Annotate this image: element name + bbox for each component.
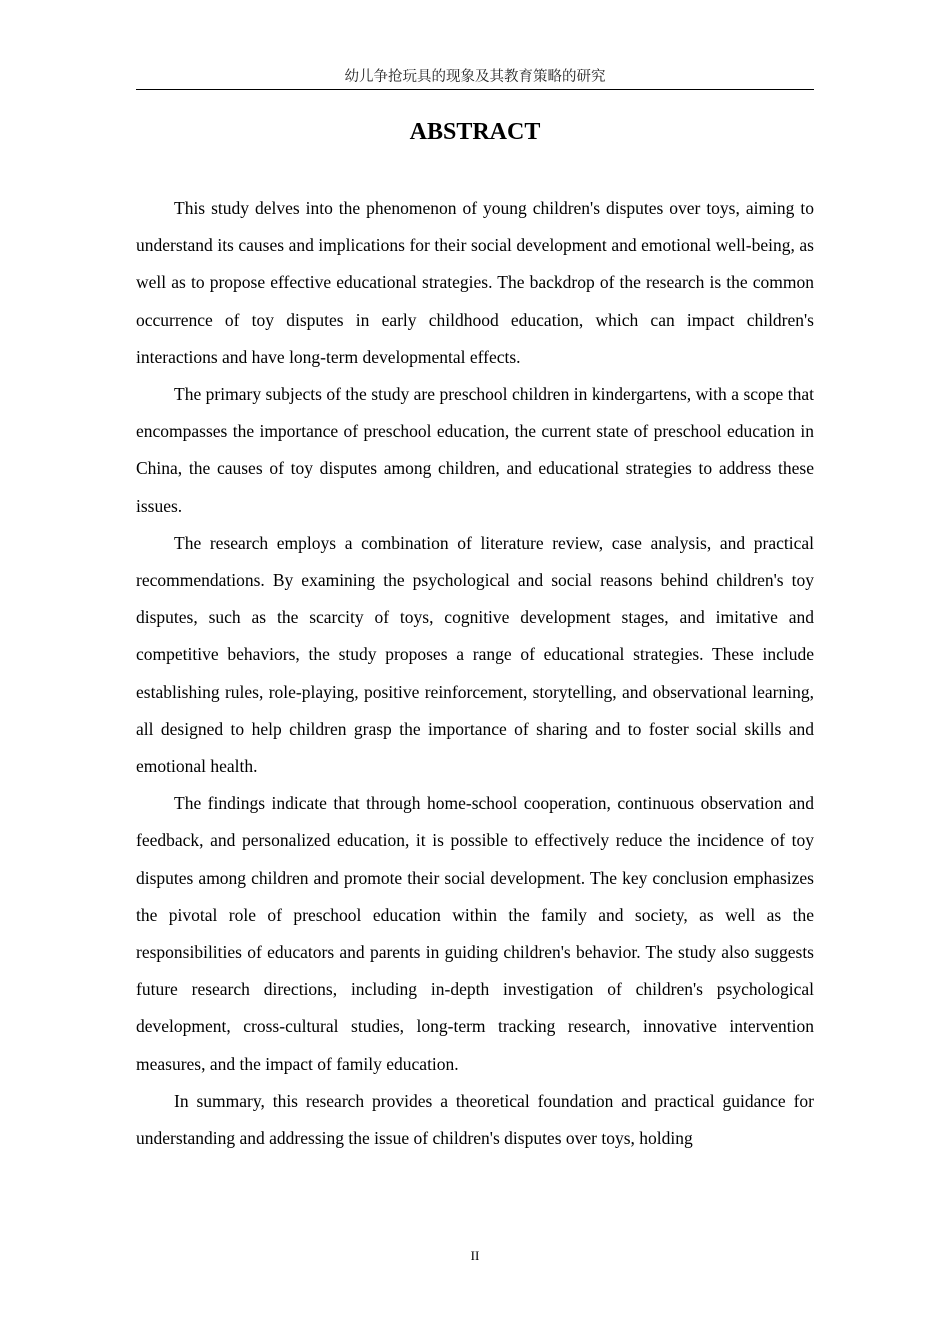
abstract-paragraph-4: The findings indicate that through home-school cooperation, continuous observation and feedback, and personalized education, it is possible to effectively reduce the incidence of toy disputes among children and promote their social development. The key conclusion emphasizes the pivotal role of preschool education within the family and society, as well as the responsibilities of educators and parents in guiding children's behavior. The study also suggests future research directions, including in-depth investigation of children's psychological development, cross-cultural studies, long-term tracking research, innovative intervention measures, and the impact of family education. xyxy=(136,793,814,1074)
abstract-body xyxy=(136,190,814,1157)
abstract-paragraph-2: The primary subjects of the study are preschool children in kindergartens, with a scope that encompasses the importance of preschool education, the current state of preschool education in China, the causes of toy disputes among children, and educational strategies to address these issues. xyxy=(136,384,814,516)
abstract-paragraph-3: The research employs a combination of literature review, case analysis, and practical recommendations. By examining the psychological and social reasons behind children's toy disputes, such as the scarcity of toys, cognitive development stages, and imitative and competitive behaviors, the study proposes a range of educational strategies. These include establishing rules, role-playing, positive reinforcement, storytelling, and observational learning, all designed to help children grasp the importance of sharing and to foster social skills and emotional health. xyxy=(136,532,814,777)
header-rule xyxy=(136,89,814,90)
page-number: II xyxy=(470,1248,480,1263)
abstract-paragraph-5: In summary, this research provides a theoretical foundation and practical guidance for understanding and addressing the issue of children's disputes over toys, holding xyxy=(136,1090,814,1149)
running-header: 幼儿争抢玩具的现象及其教育策略的研究 xyxy=(344,69,606,85)
abstract-title: ABSTRACT xyxy=(409,119,541,145)
abstract-paragraph-1: This study delves into the phenomenon of young children's disputes over toys, aiming to understand its causes and implications for their social development and emotional well-being, as well as to propose effective educational strategies. The backdrop of the research is the common occurrence of toy disputes in early childhood education, which can impact children's interactions and have long-term developmental effects. xyxy=(136,198,814,367)
